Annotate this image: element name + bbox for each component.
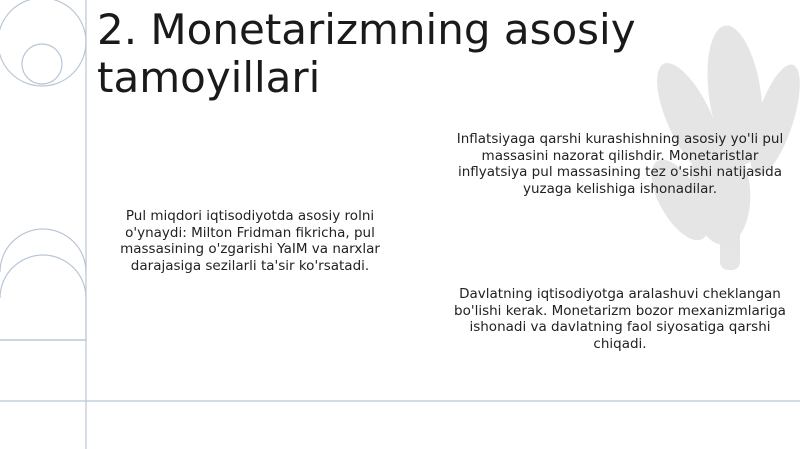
paragraph-state-intervention: Davlatning iqtisodiyotga aralashuvi cheklangan bo'lishi kerak. Monetarizm bozor mexanizmlariga ishonadi va davlatning faol siyosatiga qarshi chiqadi. bbox=[454, 286, 786, 352]
paragraph-money-supply: Pul miqdori iqtisodiyotda asosiy rolni o'ynaydi: Milton Fridman fikricha, pul massasining o'zgarishi YaIM va narxlar darajasiga sezilarli ta'sir ko'rsatadi. bbox=[120, 208, 380, 274]
paragraph-inflation: Inflatsiyaga qarshi kurashishning asosiy yo'li pul massasini nazorat qilishdir. Monetaristlar inflyatsiya pul massasining tez o'sishi natijasida yuzaga kelishiga ishonadilar. bbox=[456, 131, 784, 197]
page-title: 2. Monetarizmning asosiy tamoyillari bbox=[97, 5, 636, 102]
